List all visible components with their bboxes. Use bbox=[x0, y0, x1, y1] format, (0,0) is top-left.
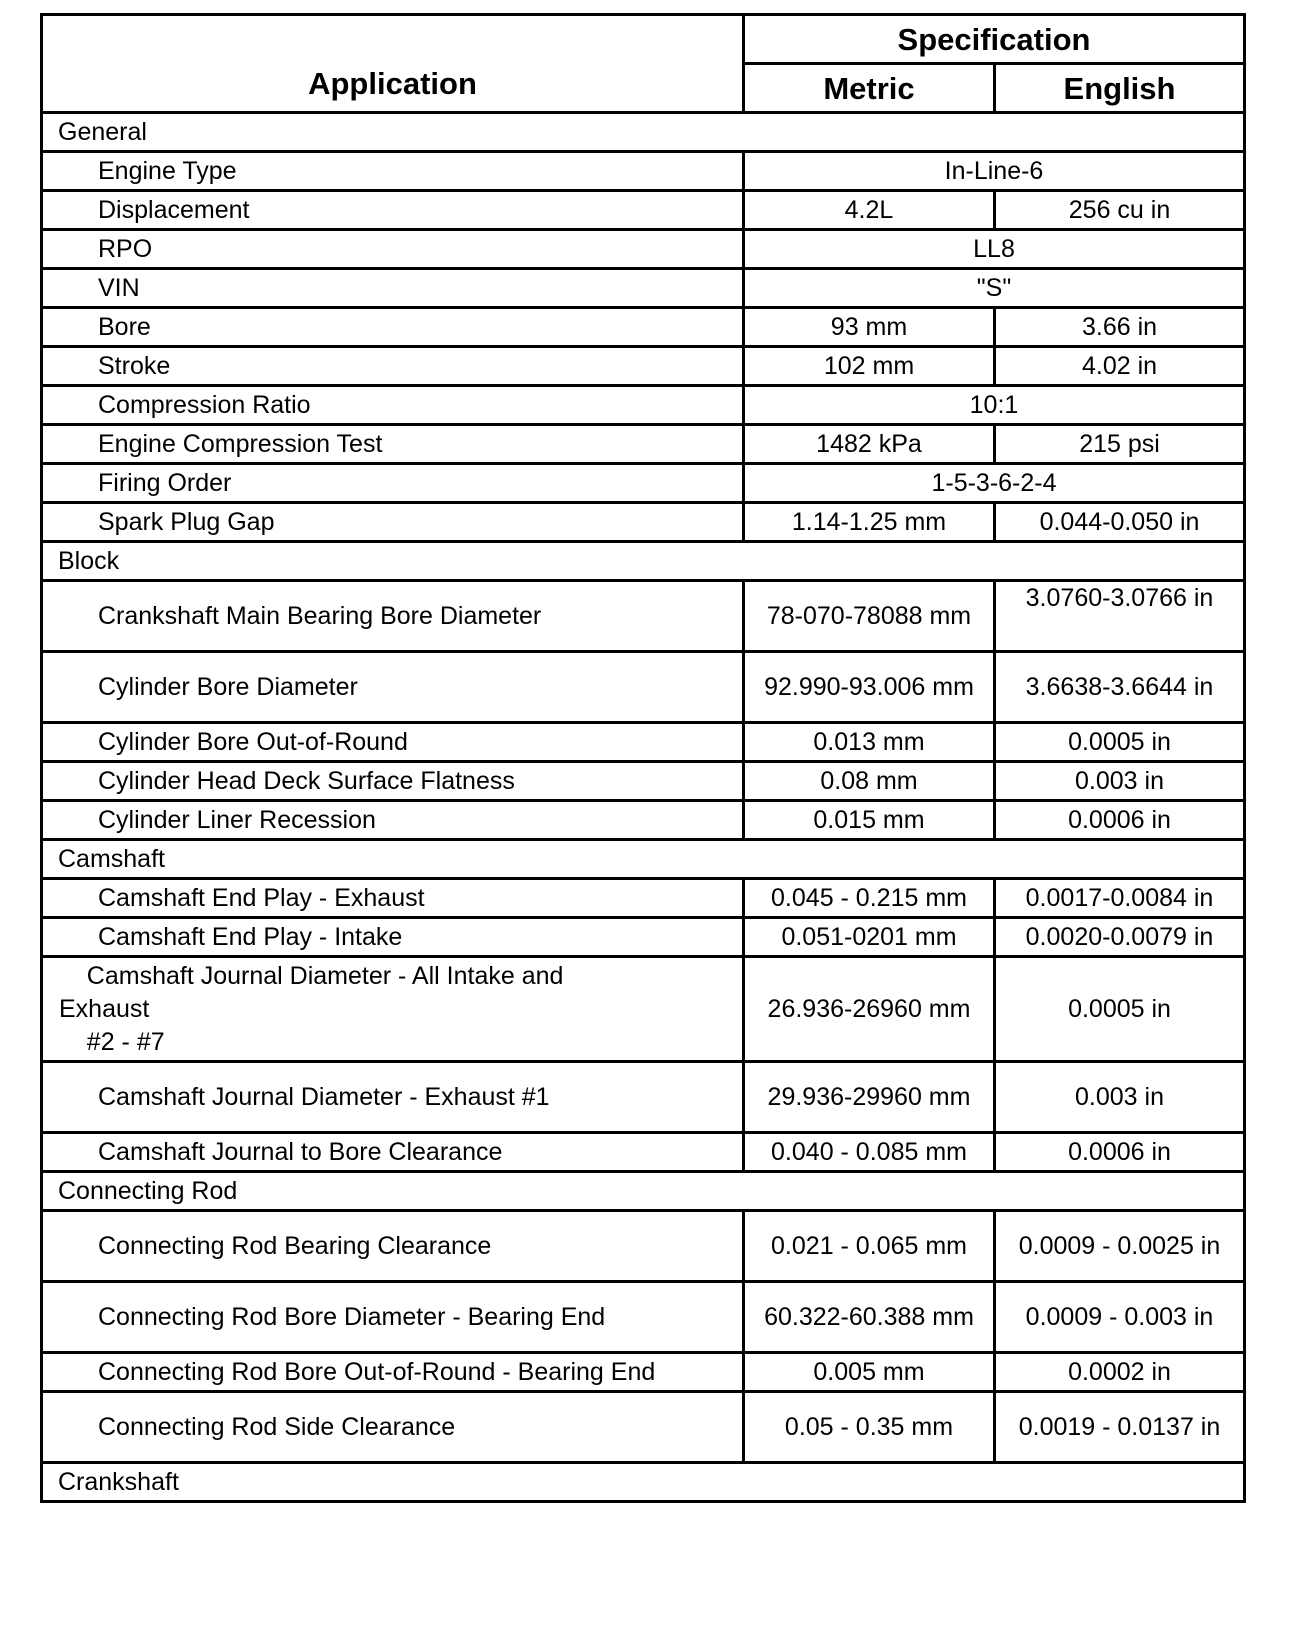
spec-value-cell: LL8 bbox=[744, 230, 1245, 269]
engine-spec-table bbox=[40, 13, 1246, 1503]
metric-value-cell: 0.015 mm bbox=[744, 801, 995, 840]
section-row bbox=[42, 840, 1245, 879]
application-cell: Cylinder Head Deck Surface Flatness bbox=[42, 762, 744, 801]
application-cell: Camshaft End Play - Exhaust bbox=[42, 879, 744, 918]
application-cell: Spark Plug Gap bbox=[42, 503, 744, 542]
table-row bbox=[42, 879, 1245, 918]
english-value-cell: 0.0009 - 0.0025 in bbox=[995, 1211, 1245, 1282]
application-cell: Cylinder Bore Diameter bbox=[42, 652, 744, 723]
application-cell: Bore bbox=[42, 308, 744, 347]
header-application: Application bbox=[42, 15, 744, 113]
metric-value-cell: 1482 kPa bbox=[744, 425, 995, 464]
table-row bbox=[42, 503, 1245, 542]
application-cell: Stroke bbox=[42, 347, 744, 386]
spec-value-cell: "S" bbox=[744, 269, 1245, 308]
spec-table-body bbox=[42, 113, 1245, 1502]
metric-value-cell: 29.936-29960 mm bbox=[744, 1062, 995, 1133]
table-row bbox=[42, 1282, 1245, 1353]
metric-value-cell: 60.322-60.388 mm bbox=[744, 1282, 995, 1353]
table-row bbox=[42, 652, 1245, 723]
english-value-cell: 0.0005 in bbox=[995, 723, 1245, 762]
application-cell: Cylinder Bore Out-of-Round bbox=[42, 723, 744, 762]
header-english: English bbox=[995, 64, 1245, 113]
section-row bbox=[42, 542, 1245, 581]
table-row bbox=[42, 581, 1245, 652]
english-value-cell: 256 cu in bbox=[995, 191, 1245, 230]
application-cell: Firing Order bbox=[42, 464, 744, 503]
metric-value-cell: 102 mm bbox=[744, 347, 995, 386]
section-label: Block bbox=[42, 542, 1245, 581]
english-value-cell: 0.0017-0.0084 in bbox=[995, 879, 1245, 918]
english-value-cell: 0.0006 in bbox=[995, 801, 1245, 840]
metric-value-cell: 0.040 - 0.085 mm bbox=[744, 1133, 995, 1172]
table-row bbox=[42, 723, 1245, 762]
metric-value-cell: 92.990-93.006 mm bbox=[744, 652, 995, 723]
english-value-cell: 4.02 in bbox=[995, 347, 1245, 386]
table-row bbox=[42, 957, 1245, 1062]
application-cell: Cylinder Liner Recession bbox=[42, 801, 744, 840]
table-row bbox=[42, 152, 1245, 191]
table-row bbox=[42, 762, 1245, 801]
metric-value-cell: 0.045 - 0.215 mm bbox=[744, 879, 995, 918]
spec-value-cell: In-Line-6 bbox=[744, 152, 1245, 191]
section-label: Camshaft bbox=[42, 840, 1245, 879]
table-row bbox=[42, 230, 1245, 269]
section-row bbox=[42, 113, 1245, 152]
english-value-cell: 0.003 in bbox=[995, 1062, 1245, 1133]
application-cell: Connecting Rod Bearing Clearance bbox=[42, 1211, 744, 1282]
application-cell: Connecting Rod Side Clearance bbox=[42, 1392, 744, 1463]
english-value-cell: 0.0009 - 0.003 in bbox=[995, 1282, 1245, 1353]
metric-value-cell: 78-070-78088 mm bbox=[744, 581, 995, 652]
section-row bbox=[42, 1463, 1245, 1502]
application-cell: Compression Ratio bbox=[42, 386, 744, 425]
table-row bbox=[42, 918, 1245, 957]
table-row bbox=[42, 1062, 1245, 1133]
metric-value-cell: 4.2L bbox=[744, 191, 995, 230]
table-row bbox=[42, 191, 1245, 230]
table-row bbox=[42, 801, 1245, 840]
english-value-cell: 0.003 in bbox=[995, 762, 1245, 801]
table-row bbox=[42, 1353, 1245, 1392]
table-row bbox=[42, 386, 1245, 425]
header-metric: Metric bbox=[744, 64, 995, 113]
metric-value-cell: 0.051-0201 mm bbox=[744, 918, 995, 957]
english-value-cell: 0.0002 in bbox=[995, 1353, 1245, 1392]
table-row bbox=[42, 1133, 1245, 1172]
application-cell: Connecting Rod Bore Diameter - Bearing End bbox=[42, 1282, 744, 1353]
application-cell: Crankshaft Main Bearing Bore Diameter bbox=[42, 581, 744, 652]
metric-value-cell: 0.08 mm bbox=[744, 762, 995, 801]
table-row bbox=[42, 347, 1245, 386]
application-cell: Camshaft Journal Diameter - All Intake and Exhaust #2 - #7 bbox=[42, 957, 744, 1062]
table-row bbox=[42, 425, 1245, 464]
section-label: Connecting Rod bbox=[42, 1172, 1245, 1211]
english-value-cell: 3.6638-3.6644 in bbox=[995, 652, 1245, 723]
metric-value-cell: 26.936-26960 mm bbox=[744, 957, 995, 1062]
table-row bbox=[42, 1211, 1245, 1282]
application-cell: Engine Compression Test bbox=[42, 425, 744, 464]
application-cell: RPO bbox=[42, 230, 744, 269]
section-label: Crankshaft bbox=[42, 1463, 1245, 1502]
english-value-cell: 3.66 in bbox=[995, 308, 1245, 347]
table-row bbox=[42, 269, 1245, 308]
metric-value-cell: 0.05 - 0.35 mm bbox=[744, 1392, 995, 1463]
application-cell: Camshaft Journal Diameter - Exhaust #1 bbox=[42, 1062, 744, 1133]
metric-value-cell: 0.005 mm bbox=[744, 1353, 995, 1392]
application-cell: Connecting Rod Bore Out-of-Round - Bearing End bbox=[42, 1353, 744, 1392]
spec-value-cell: 10:1 bbox=[744, 386, 1245, 425]
header-specification: Specification bbox=[744, 15, 1245, 64]
english-value-cell: 3.0760-3.0766 in bbox=[995, 581, 1245, 652]
english-value-cell: 0.0019 - 0.0137 in bbox=[995, 1392, 1245, 1463]
table-row bbox=[42, 1392, 1245, 1463]
english-value-cell: 0.0006 in bbox=[995, 1133, 1245, 1172]
english-value-cell: 0.0020-0.0079 in bbox=[995, 918, 1245, 957]
metric-value-cell: 0.021 - 0.065 mm bbox=[744, 1211, 995, 1282]
application-cell: Engine Type bbox=[42, 152, 744, 191]
metric-value-cell: 0.013 mm bbox=[744, 723, 995, 762]
english-value-cell: 0.044-0.050 in bbox=[995, 503, 1245, 542]
application-cell: Camshaft Journal to Bore Clearance bbox=[42, 1133, 744, 1172]
spec-value-cell: 1-5-3-6-2-4 bbox=[744, 464, 1245, 503]
section-row bbox=[42, 1172, 1245, 1211]
section-label: General bbox=[42, 113, 1245, 152]
application-cell: VIN bbox=[42, 269, 744, 308]
table-row bbox=[42, 308, 1245, 347]
english-value-cell: 215 psi bbox=[995, 425, 1245, 464]
metric-value-cell: 93 mm bbox=[744, 308, 995, 347]
metric-value-cell: 1.14-1.25 mm bbox=[744, 503, 995, 542]
application-cell: Camshaft End Play - Intake bbox=[42, 918, 744, 957]
application-cell: Displacement bbox=[42, 191, 744, 230]
table-row bbox=[42, 464, 1245, 503]
english-value-cell: 0.0005 in bbox=[995, 957, 1245, 1062]
